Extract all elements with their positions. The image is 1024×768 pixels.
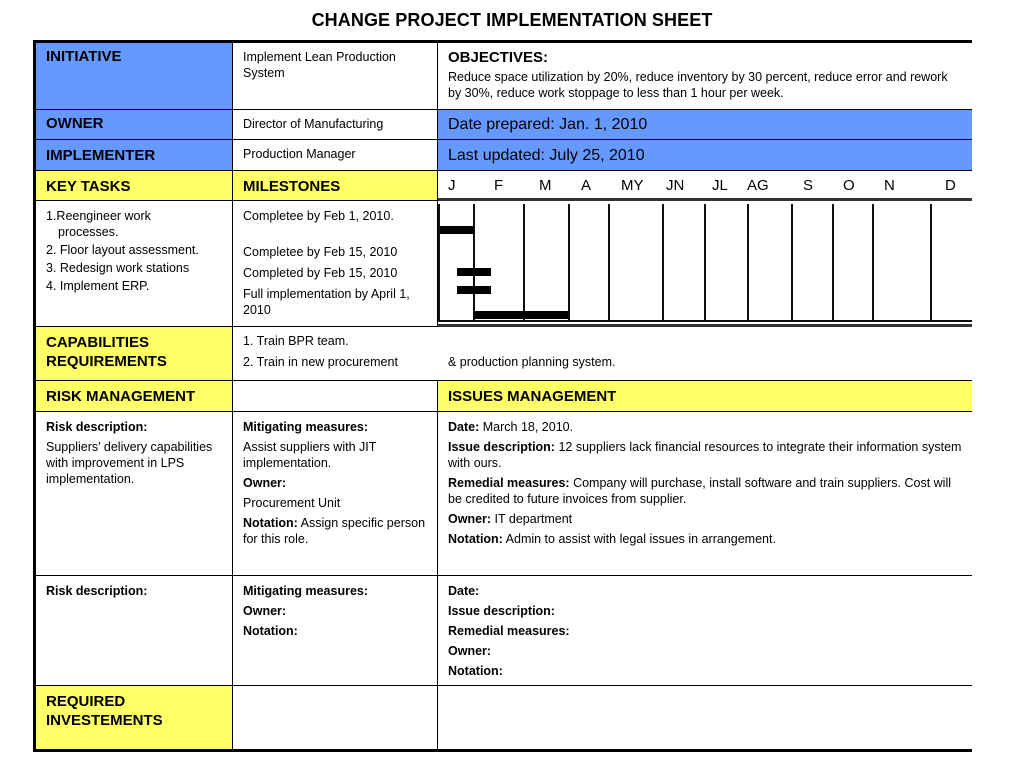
gantt-gridline (523, 204, 525, 320)
issues-management-label: ISSUES MANAGEMENT (438, 381, 972, 412)
month-jun: JN (666, 177, 685, 194)
risk1-owner-label: Owner: (243, 476, 287, 490)
gantt-gridline (791, 204, 793, 320)
risk2-mitigation-cell (233, 576, 438, 686)
issue1-date (448, 419, 962, 435)
risk1-notation (243, 515, 427, 547)
issue1-description (448, 439, 962, 471)
milestone-item: Completee by Feb 15, 2010 (243, 245, 398, 259)
issue1-description-label: Issue description: (448, 440, 555, 454)
risk1-mitigation-cell (233, 412, 438, 576)
issue2-remedial-label: Remedial measures: (448, 624, 570, 638)
required-investments-blank-1 (233, 686, 438, 749)
issue1-description-value: 12 suppliers lack financial resources to integrate their information system with ours. (448, 440, 962, 470)
month-jul: JL (712, 177, 728, 194)
month-jan: J (448, 177, 456, 194)
capabilities-label: CAPABILITIES REQUIREMENTS (36, 327, 233, 381)
gantt-gridline (704, 204, 706, 320)
initiative-value: Implement Lean Production System (233, 43, 438, 110)
issue2-cell (438, 576, 972, 686)
capability-item-part: 2. Train in new procurement (243, 355, 398, 369)
task-item: 3. Redesign work stations (46, 261, 190, 275)
issue2-description-label: Issue description: (448, 604, 555, 618)
milestones-label: MILESTONES (233, 171, 438, 201)
risk1-mitigating-label: Mitigating measures: (243, 420, 369, 434)
gantt-gridline (568, 204, 570, 320)
risk1-owner: Procurement Unit (243, 496, 341, 510)
risk2-description-label: Risk description: (46, 584, 148, 598)
task-item: 2. Floor layout assessment. (46, 243, 199, 257)
milestones-list (233, 201, 438, 327)
risk-management-blank (233, 381, 438, 412)
risk1-notation-label: Notation: (243, 516, 298, 530)
gantt-gridline (608, 204, 610, 320)
objectives-label: OBJECTIVES: (448, 49, 549, 66)
gantt-gridline (930, 204, 932, 320)
task-item: 1.Reengineer work (46, 209, 151, 223)
month-header (438, 171, 972, 201)
capability-item-part: & production planning system. (448, 355, 616, 369)
gantt-bar-task1 (440, 226, 474, 234)
risk1-mitigating: Assist suppliers with JIT implementation. (243, 440, 377, 470)
capability-item (243, 354, 962, 370)
risk2-owner-label: Owner: (243, 604, 287, 618)
objectives-cell (438, 43, 972, 110)
key-tasks-label: KEY TASKS (36, 171, 233, 201)
gantt-grid (438, 204, 972, 322)
month-dec: D (945, 177, 956, 194)
gantt-bar-task4 (474, 311, 568, 319)
gantt-gridline (473, 204, 475, 320)
implementer-label: IMPLEMENTER (36, 140, 233, 171)
month-may: MY (621, 177, 644, 194)
required-investments-label: REQUIRED INVESTEMENTS (36, 686, 233, 749)
task-item: 4. Implement ERP. (46, 279, 150, 293)
issue2-owner-label: Owner: (448, 644, 492, 658)
month-oct: O (843, 177, 855, 194)
risk2-mitigating-label: Mitigating measures: (243, 584, 369, 598)
milestone-item: Completee by Feb 1, 2010. (243, 209, 394, 223)
risk1-description: Suppliers’ delivery capabilities with improvement in LPS implementation. (46, 440, 213, 486)
date-prepared: Date prepared: Jan. 1, 2010 (438, 110, 972, 140)
month-sep: S (803, 177, 814, 194)
month-feb: F (494, 177, 504, 194)
gantt-gridline (832, 204, 834, 320)
required-investments-blank-2 (438, 686, 972, 749)
risk2-notation-label: Notation: (243, 624, 298, 638)
objectives-text: Reduce space utilization by 20%, reduce inventory by 30 percent, reduce error and rework by 30%, reduce work stoppage to less than 1 hour per week. (448, 70, 948, 100)
risk1-description-cell (36, 412, 233, 576)
gantt-bar-task3 (457, 286, 491, 294)
gantt-gridline (872, 204, 874, 320)
risk2-description-cell (36, 576, 233, 686)
issue1-notation (448, 531, 962, 547)
risk1-description-label: Risk description: (46, 420, 148, 434)
issue2-date-label: Date: (448, 584, 480, 598)
capability-item: 1. Train BPR team. (243, 334, 349, 348)
issue1-cell (438, 412, 972, 576)
gantt-bar-task2 (457, 268, 491, 276)
issue1-remedial-value: Company will purchase, install software and train suppliers. Cost will be credited to future invoices from supplier. (448, 476, 952, 506)
owner-value: Director of Manufacturing (233, 110, 438, 140)
owner-label: OWNER (36, 110, 233, 140)
implementer-value: Production Manager (233, 140, 438, 171)
initiative-label: INITIATIVE (36, 43, 233, 110)
milestone-item: Completed by Feb 15, 2010 (243, 266, 398, 280)
gantt-gridline (662, 204, 664, 320)
issue1-remedial-label: Remedial measures: (448, 476, 570, 490)
issue2-notation-label: Notation: (448, 664, 503, 678)
month-nov: N (884, 177, 895, 194)
issue1-date-label: Date: (448, 420, 480, 434)
risk1-notation-value: Assign specific person for this role. (243, 516, 426, 546)
issue1-remedial (448, 475, 962, 507)
key-tasks-list (36, 201, 233, 327)
issue1-notation-label: Notation: (448, 532, 503, 546)
task-item: processes. (58, 225, 119, 239)
milestone-item: Full implementation by April 1, 2010 (243, 287, 410, 317)
issue1-date-value: March 18, 2010. (482, 420, 574, 434)
issue1-owner-value: IT department (494, 512, 573, 526)
month-apr: A (581, 177, 592, 194)
risk-management-label: RISK MANAGEMENT (36, 381, 233, 412)
page-title: CHANGE PROJECT IMPLEMENTATION SHEET (311, 10, 713, 30)
issue1-owner (448, 511, 962, 527)
month-aug: AG (747, 177, 769, 194)
implementation-sheet-table (33, 40, 972, 752)
issue1-owner-label: Owner: (448, 512, 492, 526)
gantt-gridline (747, 204, 749, 320)
month-mar: M (539, 177, 552, 194)
capabilities-content (233, 327, 972, 381)
issue1-notation-value: Admin to assist with legal issues in arrangement. (505, 532, 776, 546)
gantt-chart (438, 201, 972, 327)
last-updated: Last updated: July 25, 2010 (438, 140, 972, 171)
